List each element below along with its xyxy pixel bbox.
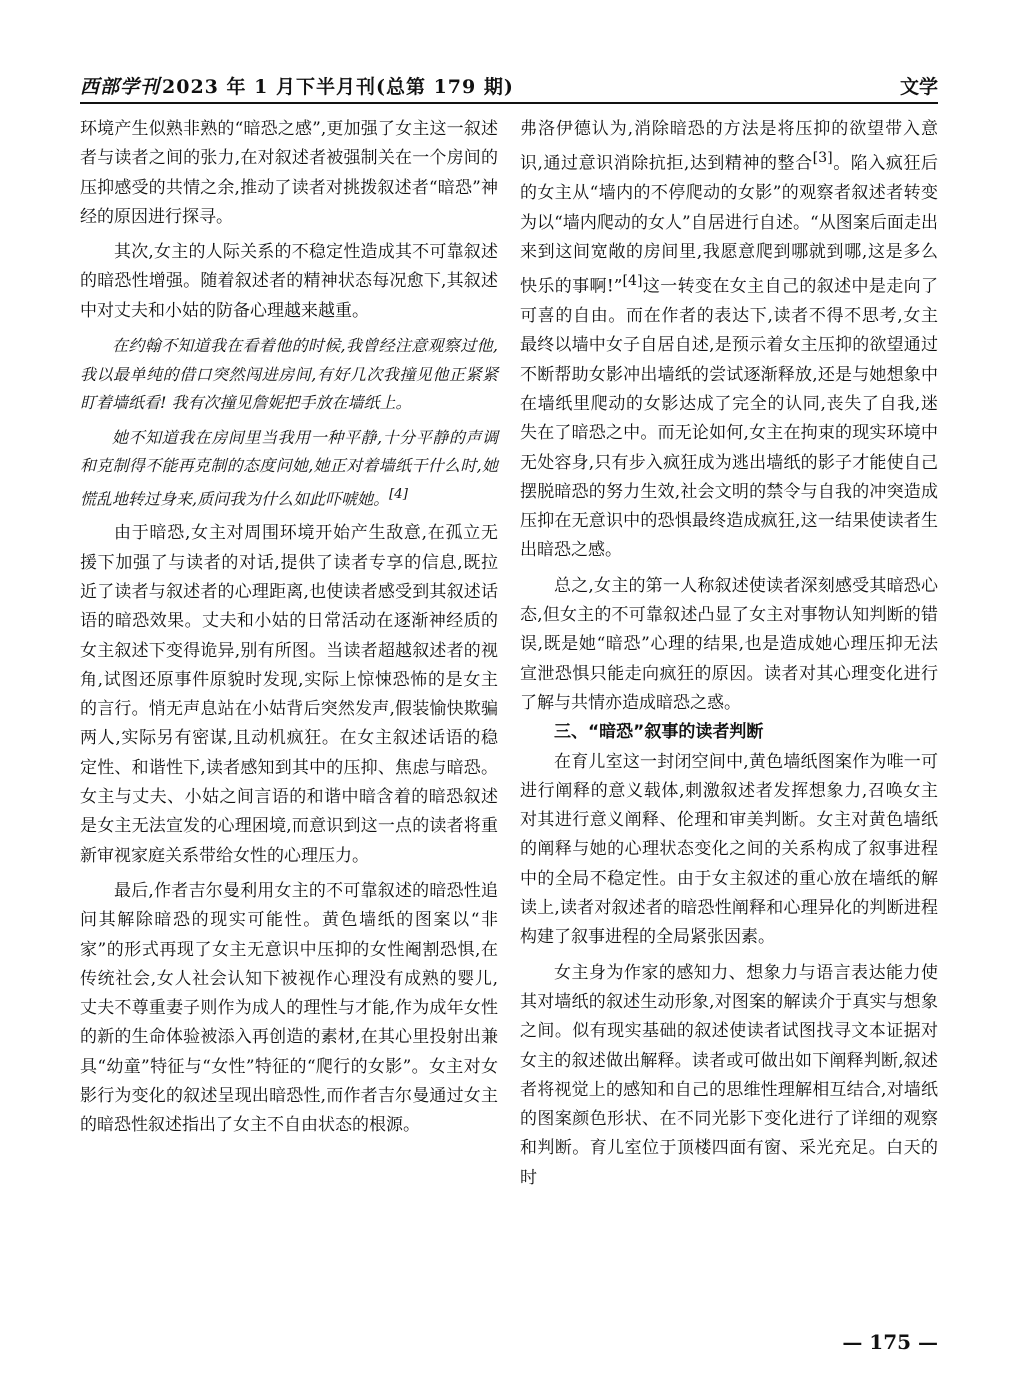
block-quote: 她不知道我在房间里当我用一种平静,十分平静的声调和克制得不能再克制的态度问她,她正对着墙纸干什么时,她慌乱地转过身来,质问我为什么如此吓唬她。[4] xyxy=(80,427,498,508)
page-header xyxy=(80,72,938,98)
page-number: — 175 — xyxy=(842,1330,938,1354)
block-quote: 在约翰不知道我在看着他的时候,我曾经注意观察过他,我以最单纯的借口突然闯进房间,有好几次我撞见他正紧紧盯着墙纸看! 我有次撞见詹妮把手放在墙纸上。 xyxy=(80,336,498,413)
paragraph: 弗洛伊德认为,消除暗恐的方法是将压抑的欲望带入意识,通过意识消除抗拒,达到精神的整合[3]。陷入疯狂后的女主从“墙内的不停爬动的女影”的观察者叙述者转变为以“墙内爬动的女人”自居进行自述。“从图案后面走出来到这间宽敞的房间里,我愿意爬到哪就到哪,这是多么快乐的事啊!”[4]这一转变在女主自己的叙述中是走向了可喜的自由。而在作者的表达下,读者不得不思考,女主最终以墙中女子自居自述,是预示着女主压抑的欲望通过不断帮助女影冲出墙纸的尝试逐渐释放,还是与她想象中在墙纸里爬动的女影达成了完全的认同,丧失了自我,迷失在了暗恐之中。而无论如何,女主在拘束的现实环境中无处容身,只有步入疯狂成为逃出墙纸的影子才能使自己摆脱暗恐的努力生效,社会文明的禁令与自我的冲突造成压抑在无意识中的恐惧最终造成疯狂,这一结果使读者生出暗恐之感。 xyxy=(520,119,938,561)
issue-info: 2023 年 1 月下半月刊(总第 179 期) xyxy=(162,76,514,98)
paragraph: 最后,作者吉尔曼利用女主的不可靠叙述的暗恐性追问其解除暗恐的现实可能性。黄色墙纸的图案以“非家”的形式再现了女主无意识中压抑的女性阉割恐惧,在传统社会,女人社会认知下被视作心理没有成熟的婴儿,丈夫不尊重妻子则作为成人的理性与才能,作为成年女性的新的生命体验被添入再创造的素材,在其心里投射出兼具“幼童”特征与“女性”特征的“爬行的女影”。女主对女影行为变化的叙述呈现出暗恐性,而作者吉尔曼通过女主的暗恐性叙述指出了女主不自由状态的根源。 xyxy=(80,880,498,1136)
section-heading: 三、“暗恐”叙事的读者判断 xyxy=(554,722,764,743)
paragraph: 环境产生似熟非熟的“暗恐之感”,更加强了女主这一叙述者与读者之间的张力,在对叙述者被强制关在一个房间的压抑感受的共情之余,推动了读者对挑拨叙述者“暗恐”神经的原因进行探寻。 xyxy=(80,119,498,227)
left-column xyxy=(80,115,498,1141)
paragraph: 由于暗恐,女主对周围环境开始产生敌意,在孤立无援下加强了与读者的对话,提供了读者专享的信息,既拉近了读者与叙述者的心理距离,也使读者感受到其叙述话语的暗恐效果。丈夫和小姑的日常活动在逐渐神经质的女主叙述下变得诡异,别有所图。当读者超越叙述者的视角,试图还原事件原貌时发现,实际上惊悚恐怖的是女主的言行。悄无声息站在小姑背后突然发声,假装愉快欺骗两人,实际另有密谋,且动机疯狂。在女主叙述话语的稳定性、和谐性下,读者感知到其中的压抑、焦虑与暗恐。女主与丈夫、小姑之间言语的和谐中暗含着的暗恐叙述是女主无法宣发的心理困境,而意识到这一点的读者将重新审视家庭关系带给女性的心理压力。 xyxy=(80,523,498,866)
citation: [4] xyxy=(622,273,643,290)
paragraph: 总之,女主的第一人称叙述使读者深刻感受其暗恐心态,但女主的不可靠叙述凸显了女主对事物认知判断的错误,既是她“暗恐”心理的结果,也是造成她心理压抑无法宣泄恐惧只能走向疯狂的原因。读者对其心理变化进行了解与共情亦造成暗恐之惑。 xyxy=(520,575,938,713)
citation: [3] xyxy=(812,150,833,167)
paragraph: 在育儿室这一封闭空间中,黄色墙纸图案作为唯一可进行阐释的意义载体,刺激叙述者发挥想象力,召唤女主对其进行意义阐释、伦理和审美判断。女主对黄色墙纸的阐释与她的心理状态变化之间的关系构成了叙事进程中的全局不稳定性。由于女主叙述的重心放在墙纸的解读上,读者对叙述者的暗恐性阐释和心理异化的判断进程构建了叙事进程的全局紧张因素。 xyxy=(520,751,938,948)
paragraph: 其次,女主的人际关系的不稳定性造成其不可靠叙述的暗恐性增强。随着叙述者的精神状态每况愈下,其叙述中对丈夫和小姑的防备心理越来越重。 xyxy=(80,242,498,321)
paragraph: 女主身为作家的感知力、想象力与语言表达能力使其对墙纸的叙述生动形象,对图案的解读介于真实与想象之间。似有现实基础的叙述使读者试图找寻文本证据对女主的叙述做出解释。读者或可做出如下阐释判断,叙述者将视觉上的感知和自己的思维性理解相互结合,对墙纸的图案颜色形状、在不同光影下变化进行了详细的观察和判断。育儿室位于顶楼四面有窗、采光充足。白天的时 xyxy=(520,962,938,1188)
header-rule xyxy=(80,102,938,104)
right-column xyxy=(520,115,938,1193)
journal-issue xyxy=(80,72,514,99)
journal-logo: 西部学刊 xyxy=(80,76,161,98)
section-title: 文学 xyxy=(899,76,938,98)
citation: [4] xyxy=(389,486,408,502)
